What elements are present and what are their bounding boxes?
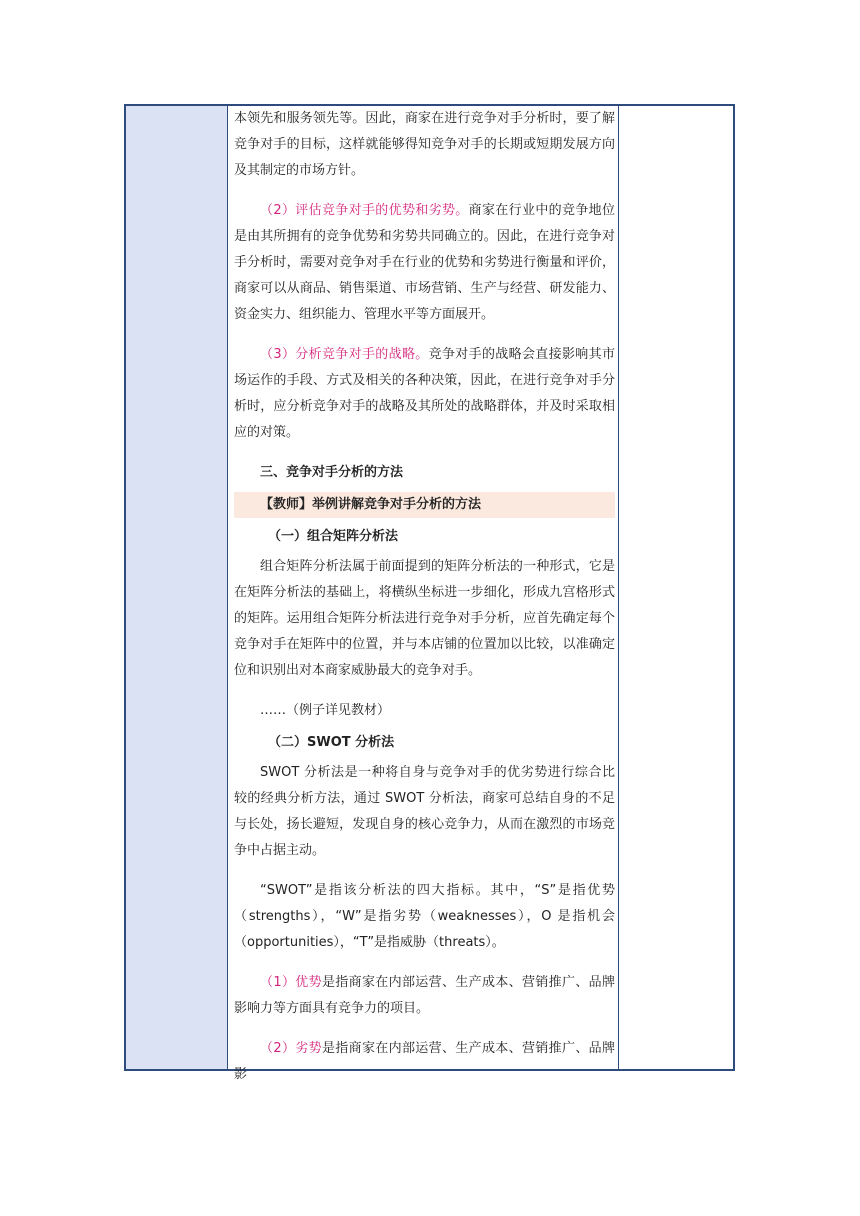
right-column: [618, 106, 733, 1069]
paragraph-goals: 本领先和服务领先等。因此，商家在进行竞争对手分析时，要了解竞争对手的目标，这样就能够得知竞争对手的长期或短期发展方向及其制定的市场方针。: [234, 111, 615, 178]
item-label: （2）劣势: [260, 1041, 322, 1056]
item-label: （2）评估竞争对手的优势和劣势。: [260, 203, 469, 218]
lesson-table: [124, 104, 735, 1082]
paragraph-strengths-weaknesses: [234, 198, 615, 328]
paragraph-strengths: [234, 970, 615, 1022]
item-text: 商家在行业中的竞争地位是由其所拥有的竞争优势和劣势共同确立的。因此，在进行竞争对手分析时，需要对竞争对手在行业的优势和劣势进行衡量和评价，商家可以从商品、销售渠道、市场营销、生产与经营、研发能力、资金实力、组织能力、管理水平等方面展开。: [234, 203, 615, 322]
subsection-heading: （一）组合矩阵分析法: [268, 529, 399, 544]
left-column: [126, 106, 228, 1069]
paragraph-matrix: 组合矩阵分析法属于前面提到的矩阵分析法的一种形式，它是在矩阵分析法的基础上，将横纵坐标进一步细化，形成九宫格形式的矩阵。运用组合矩阵分析法进行竞争对手分析，应首先确定每个竞争对手在矩阵中的位置，并与本店铺的位置加以比较，以准确定位和识别出对本商家威胁最大的竞争对手。: [234, 559, 615, 678]
content-column: [234, 106, 615, 1088]
item-text: 是指商家在内部运营、生产成本、营销推广、品牌影响力等方面具有竞争力的项目。: [234, 975, 615, 1016]
item-text: 是指商家在内部运营、生产成本、营销推广、品牌影: [234, 1041, 615, 1082]
item-text: 竞争对手的战略会直接影响其市场运作的手段、方式及相关的各种决策，因此，在进行竞争对手分析时，应分析竞争对手的战略及其所处的战略群体，并及时采取相应的对策。: [234, 347, 615, 440]
paragraph-strategy: [234, 342, 615, 446]
paragraph-weaknesses: [234, 1036, 615, 1088]
section-heading: 三、竞争对手分析的方法: [260, 465, 404, 480]
subsection-heading: （二）SWOT 分析法: [268, 735, 395, 750]
paragraph-swot-definition: “SWOT”是指该分析法的四大指标。其中，“S”是指优势（strengths），“W”是指劣势（weaknesses），O 是指机会（opportunities），“T”是指威胁（threats）。: [234, 883, 615, 950]
paragraph-example-note: ……（例子详见教材）: [260, 703, 391, 718]
item-label: （1）优势: [260, 975, 322, 990]
paragraph-swot: SWOT 分析法是一种将自身与竞争对手的优劣势进行综合比较的经典分析方法，通过 SWOT 分析法，商家可总结自身的不足与长处，扬长避短，发现自身的核心竞争力，从而在激烈的市场竞争中占据主动。: [234, 765, 615, 858]
item-label: （3）分析竞争对手的战略。: [260, 347, 429, 362]
teacher-banner: 【教师】举例讲解竞争对手分析的方法: [234, 492, 615, 518]
